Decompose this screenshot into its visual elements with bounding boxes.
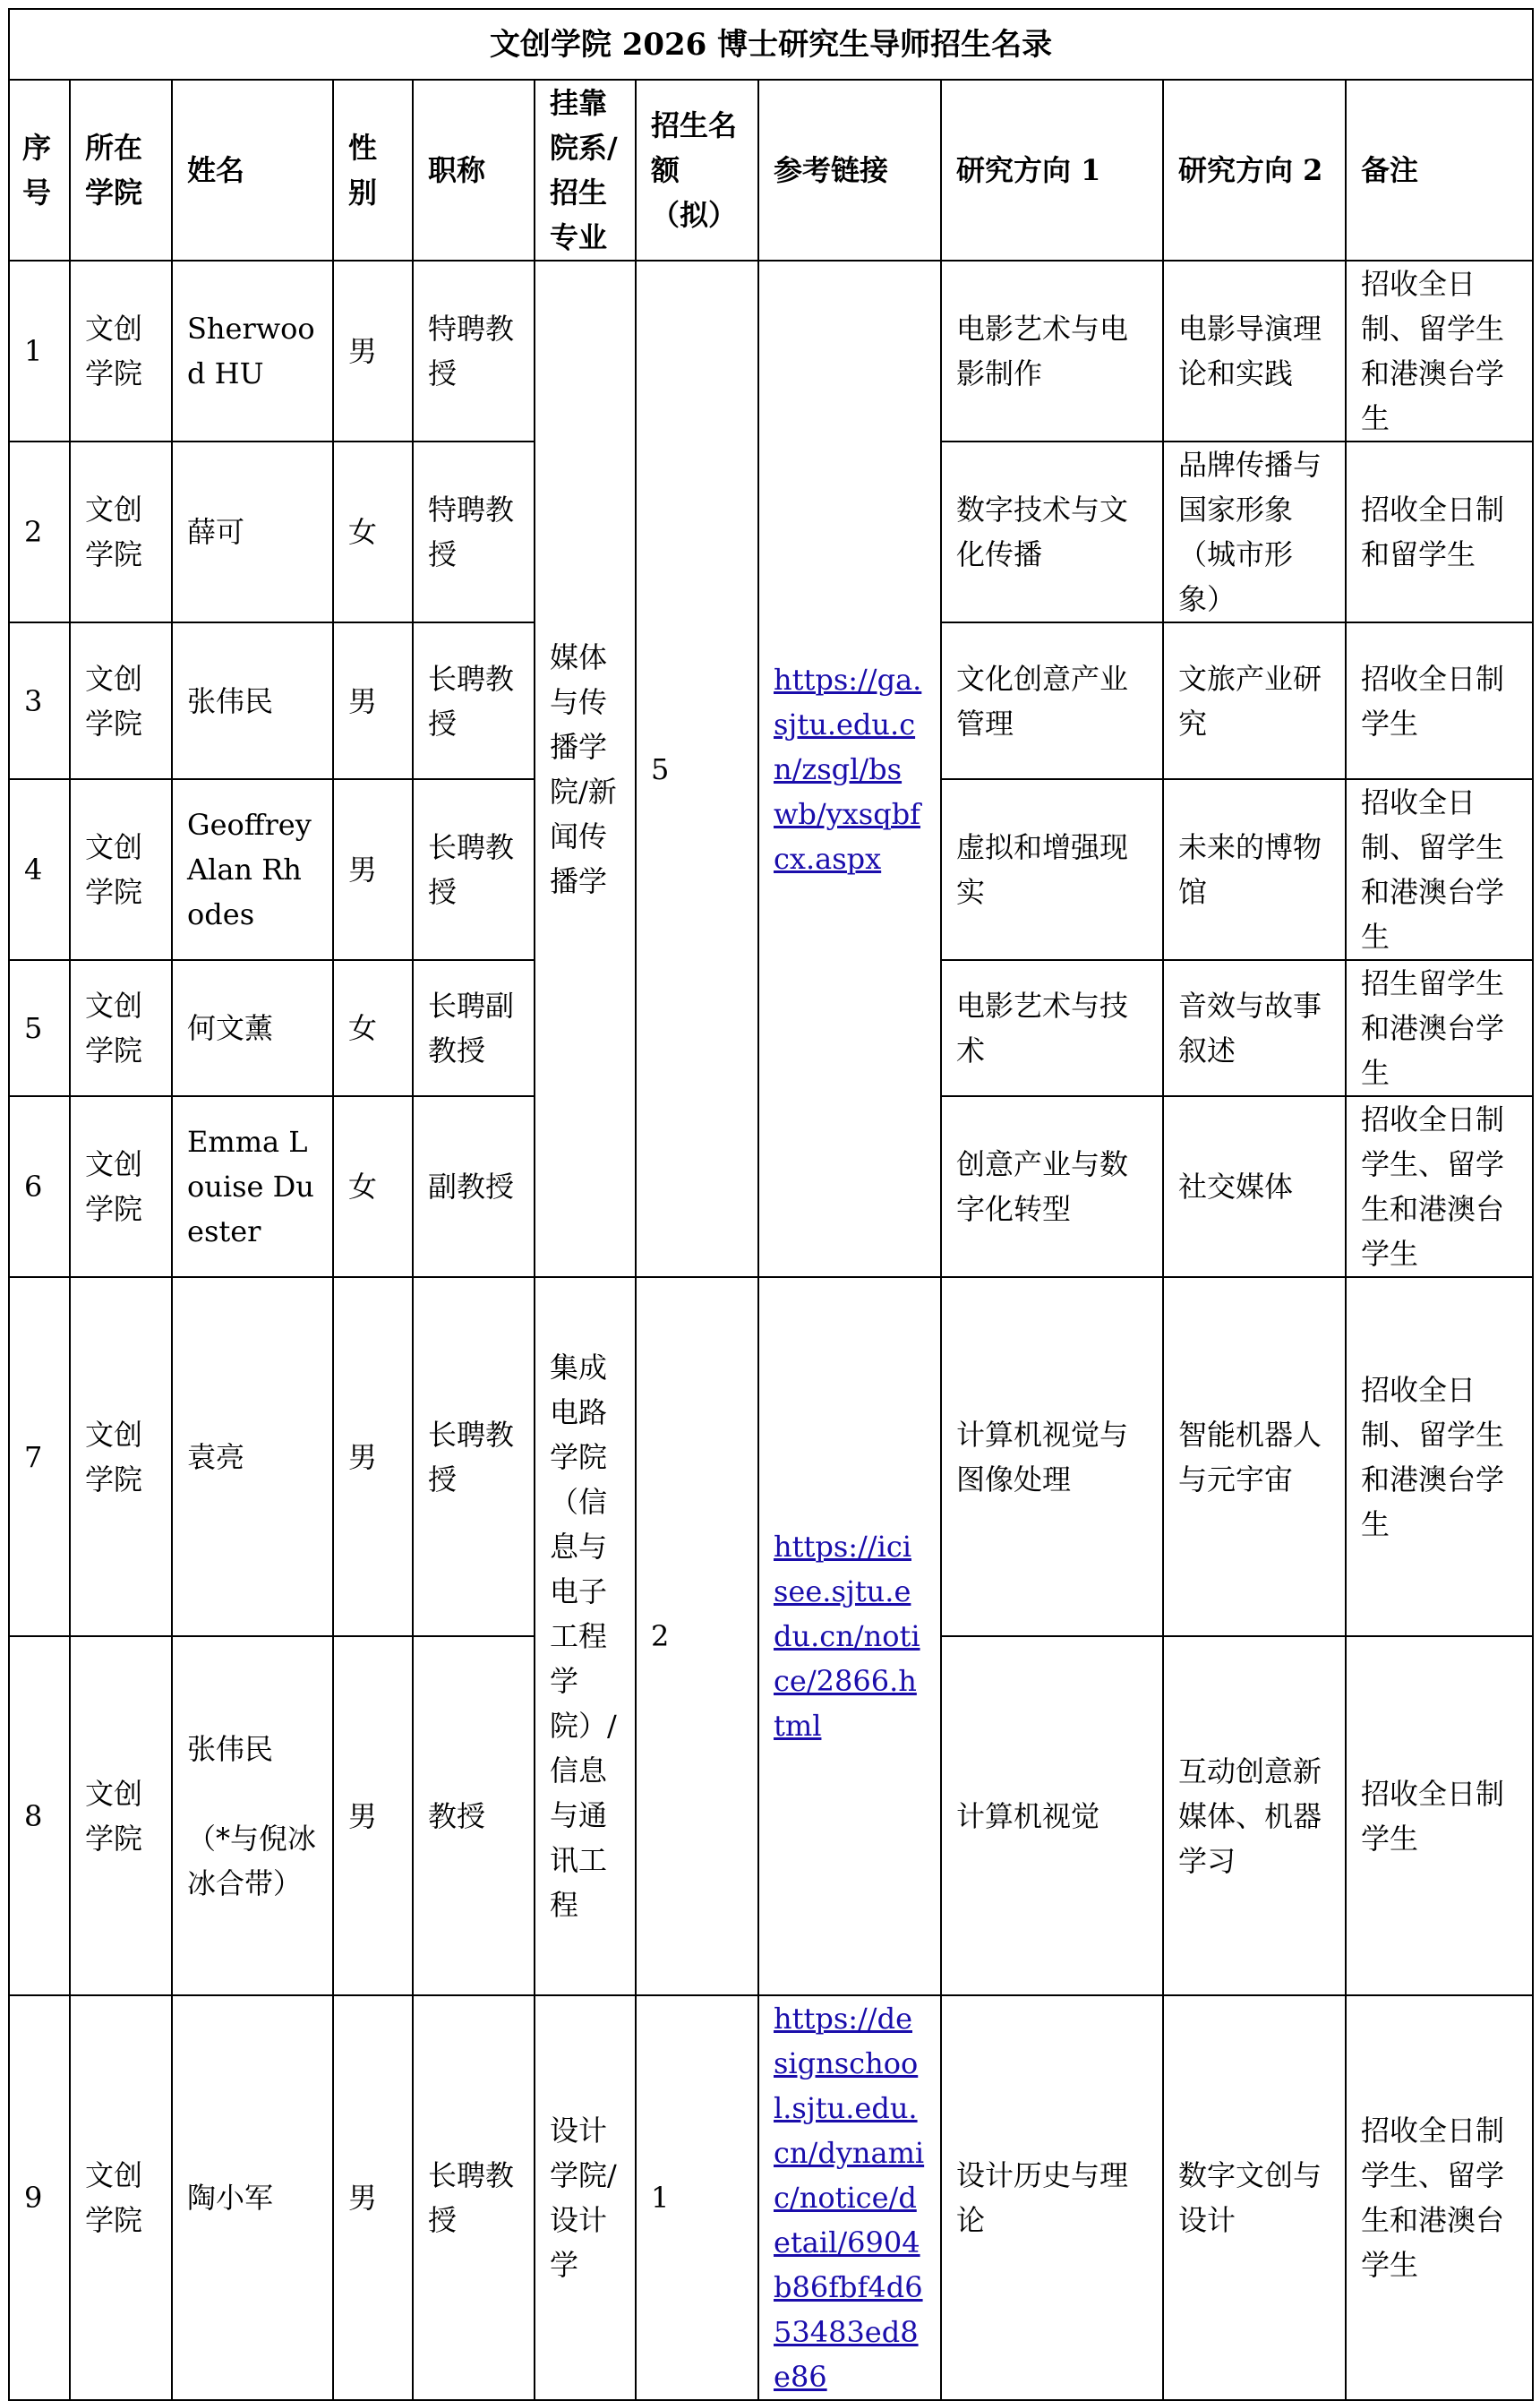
row-no: 2 [9, 442, 70, 622]
group-quota: 2 [636, 1277, 758, 1995]
header-title: 职称 [413, 80, 535, 261]
row-gender: 女 [333, 960, 413, 1096]
row-note: 招收全日制学生 [1346, 1636, 1533, 1995]
row-name: 张伟民 [172, 622, 333, 779]
group-dept: 媒体与传播学院/新闻传播学 [535, 261, 636, 1277]
row-name: Geoffrey Alan Rhodes [172, 779, 333, 960]
row-college: 文创学院 [70, 1096, 172, 1277]
reference-link[interactable]: https://designschool.sjtu.edu.cn/dynamic/notice/detail/6904b86fbf4d653483ed8e86 [774, 2002, 925, 2394]
row-name: 薛可 [172, 442, 333, 622]
group-link-cell [758, 1995, 941, 2400]
row-title: 教授 [413, 1636, 535, 1995]
row-dir1: 创意产业与数字化转型 [941, 1096, 1163, 1277]
row-college: 文创学院 [70, 1277, 172, 1636]
row-no: 9 [9, 1995, 70, 2400]
group-link-cell [758, 1277, 941, 1995]
row-dir2: 文旅产业研究 [1163, 622, 1346, 779]
row-note: 招收全日制、留学生和港澳台学生 [1346, 1277, 1533, 1636]
header-dir1: 研究方向 1 [941, 80, 1163, 261]
header-college: 所在学院 [70, 80, 172, 261]
row-gender: 男 [333, 1636, 413, 1995]
row-college: 文创学院 [70, 261, 172, 442]
row-dir2: 电影导演理论和实践 [1163, 261, 1346, 442]
table-title: 文创学院 2026 博士研究生导师招生名录 [9, 9, 1533, 80]
group-link-cell [758, 261, 941, 1277]
row-no: 4 [9, 779, 70, 960]
row-college: 文创学院 [70, 1636, 172, 1995]
row-gender: 男 [333, 622, 413, 779]
row-dir2: 未来的博物馆 [1163, 779, 1346, 960]
header-dept: 挂靠院系/招生专业 [535, 80, 636, 261]
header-quota: 招生名额（拟） [636, 80, 758, 261]
row-title: 长聘教授 [413, 1277, 535, 1636]
group-quota: 5 [636, 261, 758, 1277]
row-title: 长聘教授 [413, 1995, 535, 2400]
row-title: 特聘教授 [413, 442, 535, 622]
table-row [9, 1277, 1533, 1636]
row-gender: 男 [333, 261, 413, 442]
row-gender: 女 [333, 442, 413, 622]
row-note: 招收全日制学生 [1346, 622, 1533, 779]
row-no: 8 [9, 1636, 70, 1995]
row-title: 副教授 [413, 1096, 535, 1277]
row-dir1: 文化创意产业管理 [941, 622, 1163, 779]
row-dir2: 互动创意新媒体、机器学习 [1163, 1636, 1346, 1995]
row-dir1: 计算机视觉与图像处理 [941, 1277, 1163, 1636]
row-no: 1 [9, 261, 70, 442]
row-dir1: 电影艺术与技术 [941, 960, 1163, 1096]
row-title: 长聘副教授 [413, 960, 535, 1096]
row-dir2: 音效与故事叙述 [1163, 960, 1346, 1096]
row-college: 文创学院 [70, 442, 172, 622]
row-title: 特聘教授 [413, 261, 535, 442]
row-gender: 男 [333, 779, 413, 960]
row-note: 招收全日制学生、留学生和港澳台学生 [1346, 1096, 1533, 1277]
table-row [9, 1995, 1533, 2400]
row-name: 何文薰 [172, 960, 333, 1096]
row-gender: 男 [333, 1995, 413, 2400]
row-name: 陶小军 [172, 1995, 333, 2400]
row-dir2: 社交媒体 [1163, 1096, 1346, 1277]
table-row [9, 261, 1533, 442]
row-name: 袁亮 [172, 1277, 333, 1636]
row-name: Emma Louise Duester [172, 1096, 333, 1277]
header-dir2: 研究方向 2 [1163, 80, 1346, 261]
row-no: 6 [9, 1096, 70, 1277]
header-no: 序号 [9, 80, 70, 261]
row-no: 7 [9, 1277, 70, 1636]
group-dept: 集成电路学院（信息与电子工程学院）/信息与通讯工程 [535, 1277, 636, 1995]
row-no: 3 [9, 622, 70, 779]
row-college: 文创学院 [70, 779, 172, 960]
group-quota: 1 [636, 1995, 758, 2400]
row-no: 5 [9, 960, 70, 1096]
row-name: 张伟民 [187, 1731, 274, 1766]
row-dir1: 设计历史与理论 [941, 1995, 1163, 2400]
enrollment-table [8, 8, 1534, 2401]
row-note: 招收全日制和留学生 [1346, 442, 1533, 622]
reference-link[interactable]: https://ga.sjtu.edu.cn/zsgl/bswb/yxsqbfcx.aspx [774, 662, 922, 876]
header-gender: 性别 [333, 80, 413, 261]
row-note: 招收全日制、留学生和港澳台学生 [1346, 779, 1533, 960]
row-dir2: 智能机器人与元宇宙 [1163, 1277, 1346, 1636]
row-name-cell [172, 1636, 333, 1995]
row-note: 招收全日制、留学生和港澳台学生 [1346, 261, 1533, 442]
row-college: 文创学院 [70, 1995, 172, 2400]
row-college: 文创学院 [70, 622, 172, 779]
row-title: 长聘教授 [413, 622, 535, 779]
row-note: 招生留学生和港澳台学生 [1346, 960, 1533, 1096]
row-note: 招收全日制学生、留学生和港澳台学生 [1346, 1995, 1533, 2400]
row-dir1: 电影艺术与电影制作 [941, 261, 1163, 442]
row-name-note: （*与倪冰冰合带） [187, 1821, 317, 1900]
row-gender: 女 [333, 1096, 413, 1277]
row-dir1: 计算机视觉 [941, 1636, 1163, 1995]
header-name: 姓名 [172, 80, 333, 261]
row-dir1: 数字技术与文化传播 [941, 442, 1163, 622]
group-dept: 设计学院/设计学 [535, 1995, 636, 2400]
row-name: Sherwood HU [172, 261, 333, 442]
row-dir2: 数字文创与设计 [1163, 1995, 1346, 2400]
row-title: 长聘教授 [413, 779, 535, 960]
row-dir1: 虚拟和增强现实 [941, 779, 1163, 960]
header-row [9, 80, 1533, 261]
reference-link[interactable]: https://icisee.sjtu.edu.cn/notice/2866.html [774, 1530, 920, 1743]
row-dir2: 品牌传播与国家形象（城市形象） [1163, 442, 1346, 622]
header-note: 备注 [1346, 80, 1533, 261]
header-link: 参考链接 [758, 80, 941, 261]
row-college: 文创学院 [70, 960, 172, 1096]
row-gender: 男 [333, 1277, 413, 1636]
